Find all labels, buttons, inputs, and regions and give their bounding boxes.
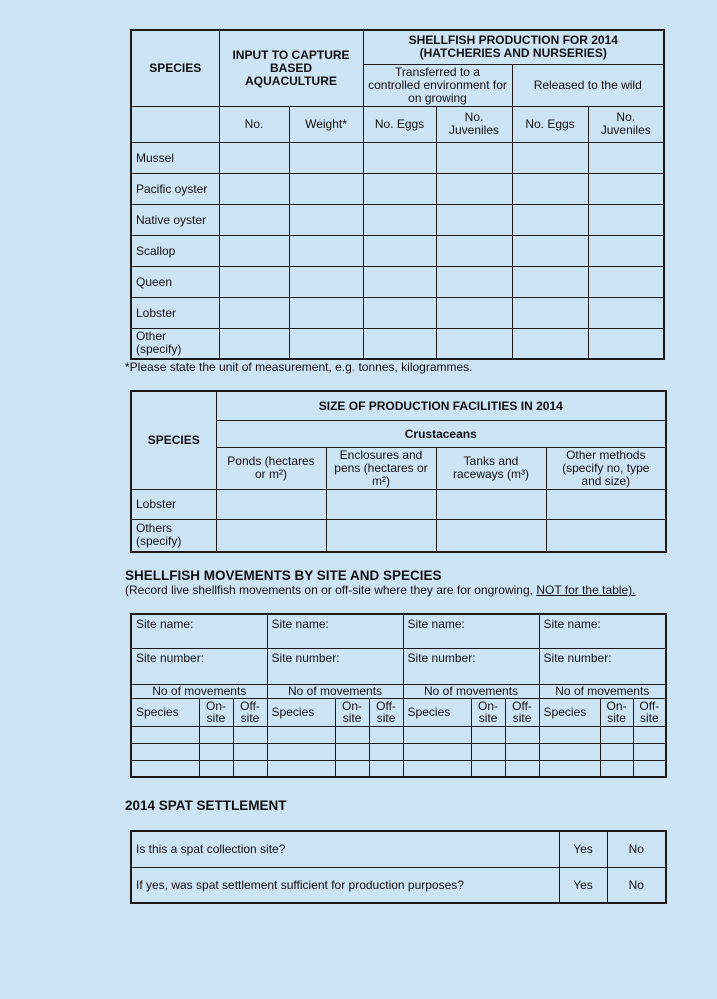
production-header-line2: (HATCHERIES AND NURSERIES): [419, 46, 607, 61]
col-eggs-transferred: No. Eggs: [363, 106, 436, 142]
input-cell[interactable]: [512, 235, 588, 266]
input-cell[interactable]: [588, 204, 664, 235]
input-cell[interactable]: [219, 328, 289, 359]
input-cell[interactable]: [436, 142, 512, 173]
input-cell[interactable]: [216, 489, 326, 519]
input-cell[interactable]: [335, 743, 369, 760]
on-site-col: On-site: [471, 698, 505, 726]
movements-table: [130, 613, 667, 778]
input-cell[interactable]: [219, 266, 289, 297]
species-header: SPECIES: [131, 30, 219, 106]
input-cell[interactable]: [505, 760, 539, 777]
species-col: Species: [403, 698, 471, 726]
input-cell[interactable]: [289, 328, 363, 359]
input-cell[interactable]: [131, 743, 199, 760]
input-cell[interactable]: [588, 266, 664, 297]
col-eggs-released: No. Eggs: [512, 106, 588, 142]
spat-question-collection-site: Is this a spat collection site?: [131, 831, 559, 867]
row-label: Scallop: [131, 235, 219, 266]
unit-footnote: *Please state the unit of measurement, e.g. tonnes, kilogrammes.: [125, 360, 473, 374]
movements-count-header-3: No of movements: [403, 684, 539, 698]
spat-question-sufficient: If yes, was spat settlement sufficient for production purposes?: [131, 867, 559, 903]
input-cell[interactable]: [289, 266, 363, 297]
input-cell[interactable]: [199, 726, 233, 743]
input-cell[interactable]: [588, 173, 664, 204]
table-row: [131, 266, 664, 297]
input-cell[interactable]: [289, 235, 363, 266]
input-cell[interactable]: [199, 743, 233, 760]
movements-count-header-1: No of movements: [131, 684, 267, 698]
input-cell[interactable]: [335, 760, 369, 777]
spat-q1-no[interactable]: No: [607, 831, 666, 867]
input-cell[interactable]: [505, 743, 539, 760]
movements-count-header-2: No of movements: [267, 684, 403, 698]
table-row: [131, 328, 664, 359]
input-cell[interactable]: [505, 726, 539, 743]
col-tanks: Tanks and raceways (m³): [436, 447, 546, 489]
input-cell[interactable]: [633, 760, 666, 777]
input-cell[interactable]: [363, 266, 436, 297]
off-site-col: Off-site: [369, 698, 403, 726]
input-cell[interactable]: [267, 743, 335, 760]
input-cell[interactable]: [363, 328, 436, 359]
instruction-underlined: NOT for the table).: [536, 583, 636, 597]
site-number-2[interactable]: Site number:: [267, 648, 403, 684]
input-cell[interactable]: [216, 519, 326, 552]
species-header-spacer: [131, 106, 219, 142]
col-ponds: Ponds (hectares or m²): [216, 447, 326, 489]
species-header: SPECIES: [131, 391, 216, 489]
input-cell[interactable]: [539, 760, 600, 777]
input-cell[interactable]: [512, 297, 588, 328]
input-cell[interactable]: [600, 760, 633, 777]
input-cell[interactable]: [539, 726, 600, 743]
input-cell[interactable]: [436, 173, 512, 204]
col-no: No.: [219, 106, 289, 142]
input-cell[interactable]: [233, 743, 267, 760]
input-cell[interactable]: [219, 204, 289, 235]
instruction-text: (Record live shellfish movements on or off-site where they are for ongrowing,: [125, 583, 537, 597]
input-cell[interactable]: [363, 204, 436, 235]
input-cell[interactable]: [369, 743, 403, 760]
shellfish-production-table: [130, 29, 665, 360]
production-header-line1: SHELLFISH PRODUCTION FOR 2014: [408, 33, 618, 48]
input-cell[interactable]: [436, 489, 546, 519]
input-cell[interactable]: [436, 235, 512, 266]
input-cell[interactable]: [289, 297, 363, 328]
species-col: Species: [131, 698, 199, 726]
input-cell[interactable]: [436, 204, 512, 235]
movements-instruction: [125, 583, 635, 597]
input-cell[interactable]: [588, 235, 664, 266]
input-cell[interactable]: [219, 297, 289, 328]
row-label: Queen: [131, 266, 219, 297]
row-label: Mussel: [131, 142, 219, 173]
col-juveniles-released: No. Juveniles: [588, 106, 664, 142]
row-label: Pacific oyster: [131, 173, 219, 204]
row-label: Native oyster: [131, 204, 219, 235]
table-row: [131, 489, 666, 519]
input-cell[interactable]: [512, 328, 588, 359]
on-site-col: On-site: [600, 698, 633, 726]
input-header: INPUT TO CAPTURE BASED AQUACULTURE: [219, 30, 363, 106]
input-cell[interactable]: [471, 726, 505, 743]
input-cell[interactable]: [436, 328, 512, 359]
input-cell[interactable]: [403, 743, 471, 760]
site-name-4[interactable]: Site name:: [539, 614, 666, 648]
input-cell[interactable]: [588, 328, 664, 359]
input-cell[interactable]: [363, 235, 436, 266]
input-cell[interactable]: [326, 489, 436, 519]
input-cell[interactable]: [233, 760, 267, 777]
input-cell[interactable]: [436, 519, 546, 552]
spat-q1-yes[interactable]: Yes: [559, 831, 607, 867]
released-header: Released to the wild: [512, 64, 664, 106]
production-facilities-table: [130, 390, 667, 553]
spat-table: [130, 830, 667, 904]
row-label: Others (specify): [131, 519, 216, 552]
spat-q2-no[interactable]: No: [607, 867, 666, 903]
col-juveniles-transferred: No. Juveniles: [436, 106, 512, 142]
input-cell[interactable]: [512, 142, 588, 173]
site-name-2[interactable]: Site name:: [267, 614, 403, 648]
col-enclosures: Enclosures and pens (hectares or m²): [326, 447, 436, 489]
input-cell[interactable]: [600, 743, 633, 760]
site-number-4[interactable]: Site number:: [539, 648, 666, 684]
input-cell[interactable]: [512, 173, 588, 204]
species-col: Species: [539, 698, 600, 726]
input-cell[interactable]: [267, 760, 335, 777]
movements-heading: SHELLFISH MOVEMENTS BY SITE AND SPECIES: [125, 568, 442, 583]
production-header: [363, 30, 664, 64]
input-cell[interactable]: [233, 726, 267, 743]
crustaceans-header: Crustaceans: [216, 420, 666, 447]
input-cell[interactable]: [471, 743, 505, 760]
input-cell[interactable]: [363, 142, 436, 173]
species-col: Species: [267, 698, 335, 726]
input-cell[interactable]: [539, 743, 600, 760]
input-cell[interactable]: [199, 760, 233, 777]
input-cell[interactable]: [403, 760, 471, 777]
table-row: [131, 204, 664, 235]
table-row: [131, 760, 666, 777]
input-cell[interactable]: [633, 726, 666, 743]
row-label: Lobster: [131, 297, 219, 328]
input-cell[interactable]: [436, 297, 512, 328]
input-cell[interactable]: [219, 142, 289, 173]
input-cell[interactable]: [546, 489, 666, 519]
input-cell[interactable]: [267, 726, 335, 743]
input-cell[interactable]: [600, 726, 633, 743]
input-cell[interactable]: [633, 743, 666, 760]
input-cell[interactable]: [289, 173, 363, 204]
on-site-col: On-site: [335, 698, 369, 726]
table-row: [131, 743, 666, 760]
input-cell[interactable]: [363, 173, 436, 204]
input-cell[interactable]: [588, 142, 664, 173]
table-row: [131, 142, 664, 173]
facilities-title: SIZE OF PRODUCTION FACILITIES IN 2014: [216, 391, 666, 420]
row-label: Lobster: [131, 489, 216, 519]
table-row: [131, 235, 664, 266]
row-label: Other (specify): [131, 328, 219, 359]
off-site-col: Off-site: [233, 698, 267, 726]
input-cell[interactable]: [326, 519, 436, 552]
input-cell[interactable]: [219, 235, 289, 266]
table-row: [131, 297, 664, 328]
movements-count-header-4: No of movements: [539, 684, 666, 698]
table-row: [131, 519, 666, 552]
site-name-3[interactable]: Site name:: [403, 614, 539, 648]
col-other-methods: Other methods (specify no, type and size): [546, 447, 666, 489]
input-cell[interactable]: [471, 760, 505, 777]
spat-q2-yes[interactable]: Yes: [559, 867, 607, 903]
input-cell[interactable]: [131, 760, 199, 777]
input-cell[interactable]: [512, 204, 588, 235]
input-cell[interactable]: [546, 519, 666, 552]
transferred-header: Transferred to a controlled environment for on growing: [363, 64, 512, 106]
col-weight: Weight*: [289, 106, 363, 142]
table-row: [131, 726, 666, 743]
input-cell[interactable]: [436, 266, 512, 297]
spat-heading: 2014 SPAT SETTLEMENT: [125, 798, 287, 813]
on-site-col: On-site: [199, 698, 233, 726]
table-row: [131, 173, 664, 204]
input-cell[interactable]: [363, 297, 436, 328]
input-cell[interactable]: [289, 142, 363, 173]
input-cell[interactable]: [588, 297, 664, 328]
input-cell[interactable]: [219, 173, 289, 204]
input-cell[interactable]: [512, 266, 588, 297]
input-cell[interactable]: [289, 204, 363, 235]
off-site-col: Off-site: [633, 698, 666, 726]
site-number-1[interactable]: Site number:: [131, 648, 267, 684]
input-cell[interactable]: [369, 760, 403, 777]
site-number-3[interactable]: Site number:: [403, 648, 539, 684]
site-name-1[interactable]: Site name:: [131, 614, 267, 648]
off-site-col: Off-site: [505, 698, 539, 726]
input-cell[interactable]: [131, 726, 199, 743]
input-cell[interactable]: [335, 726, 369, 743]
input-cell[interactable]: [369, 726, 403, 743]
input-cell[interactable]: [403, 726, 471, 743]
